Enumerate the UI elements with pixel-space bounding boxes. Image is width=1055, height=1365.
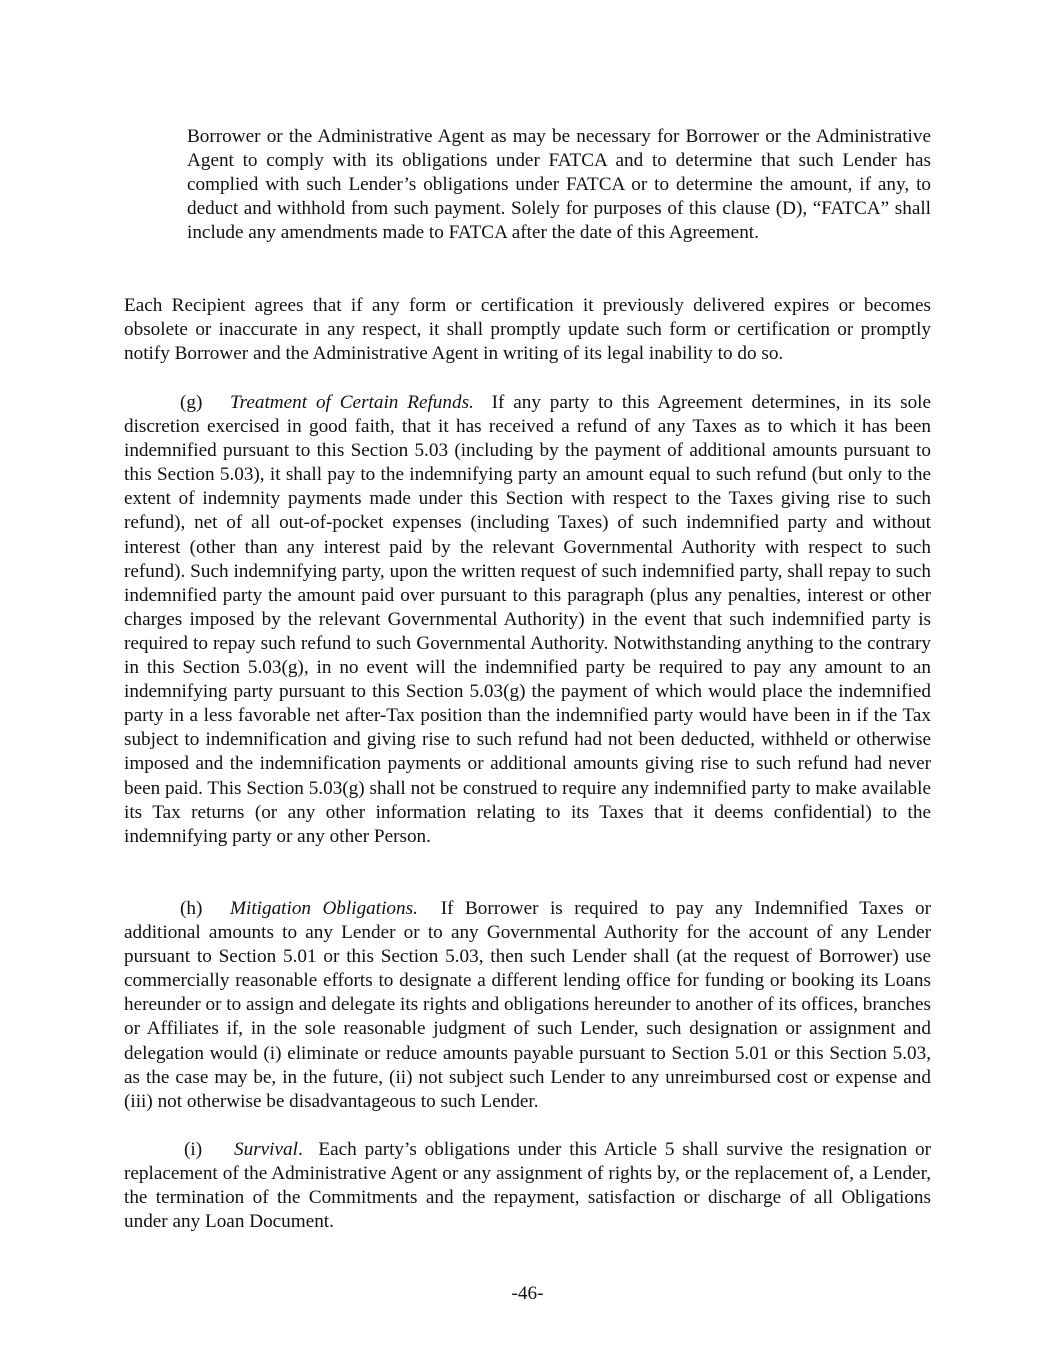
section-i-heading: Survival: [234, 1139, 298, 1160]
section-g-body: If any party to this Agreement determines, in its sole discretion exercised in good faith, that it has received a refund of any Taxes as to which it has been indemnified pursuant to this Section 5.03 (including by the payment of additional amounts pursuant to this Section 5.03), it shall pay to the indemnifying party an amount equal to such refund (but only to the extent of indemnity payments made under this Section with respect to the Taxes giving rise to such refund), net of all out-of-pocket expenses (including Taxes) of such indemnified party and without interest (other than any interest paid by the relevant Governmental Authority with respect to such refund). Such indemnifying party, upon the written request of such indemnified party, shall repay to such indemnified party the amount paid over pursuant to this paragraph (plus any penalties, interest or other charges imposed by the relevant Governmental Authority) in the event that such indemnified party is required to repay such refund to such Governmental Authority. Notwithstanding anything to the contrary in this Section 5.03(g), in no event will the indemnified party be required to pay any amount to an indemnifying party pursuant to this Section 5.03(g) the payment of which would place the indemnified party in a less favorable net after-Tax position than the indemnified party would have been in if the Tax subject to indemnification and giving rise to such refund had not been deducted, withheld or otherwise imposed and the indemnification payments or additional amounts giving rise to such refund had never been paid. This Section 5.03(g) shall not be construed to require any indemnified party to make available its Tax returns (or any other information relating to its Taxes that it deems confidential) to the indemnifying party or any other Person.: [124, 392, 932, 847]
section-h-label: (h): [180, 898, 203, 919]
section-i-body: Each party’s obligations under this Article 5 shall survive the resignation or replacement of the Administrative Agent or any assignment of rights by, or the replacement of, a Lender, the termination of the Commitments and the repayment, satisfaction or discharge of all Obligations under any Loan Document.: [124, 1139, 932, 1233]
page-number: -46-: [511, 1283, 544, 1304]
recipient-paragraph: Each Recipient agrees that if any form or certification it previously delivered expires or becomes obsolete or inaccurate in any respect, it shall promptly update such form or certification or promptly notify Borrower and the Administrative Agent in writing of its legal inability to do so.: [124, 295, 931, 365]
clause-d-continuation: Borrower or the Administrative Agent as may be necessary for Borrower or the Administrative Agent to comply with its obligations under FATCA and to determine that such Lender has complied with such Lender’s obligations under FATCA or to determine the amount, if any, to deduct and withhold from such payment. Solely for purposes of this clause (D), “FATCA” shall include any amendments made to FATCA after the date of this Agreement.: [187, 126, 931, 244]
section-g-paragraph: [124, 391, 931, 849]
section-g-label: (g): [180, 392, 203, 413]
section-h-heading: Mitigation Obligations.: [230, 898, 418, 919]
section-h-body: If Borrower is required to pay any Indemnified Taxes or additional amounts to any Lender or to any Governmental Authority for the account of any Lender pursuant to Section 5.01 or this Section 5.03, then such Lender shall (at the request of Borrower) use commercially reasonable efforts to designate a different lending office for funding or booking its Loans hereunder or to assign and delegate its rights and obligations hereunder to another of its offices, branches or Affiliates if, in the sole reasonable judgment of such Lender, such designation or assignment and delegation would (i) eliminate or reduce amounts payable pursuant to Section 5.01 or this Section 5.03, as the case may be, in the future, (ii) not subject such Lender to any unreimbursed cost or expense and (iii) not otherwise be disadvantageous to such Lender.: [124, 898, 931, 1112]
section-i-label: (i): [184, 1139, 203, 1160]
section-i-paragraph: (i) Survival. Each party’s obligations under this Article 5 shall survive the resignation or replacement of the Administrative Agent or any assignment of rights by, or the replacement of, a Lender, the termination of the Commitments and the repayment, satisfaction or discharge of all Obligations under any Loan Document.: [124, 1139, 932, 1233]
section-h-paragraph: [124, 897, 931, 1114]
section-g-heading: Treatment of Certain Refunds.: [230, 392, 474, 413]
